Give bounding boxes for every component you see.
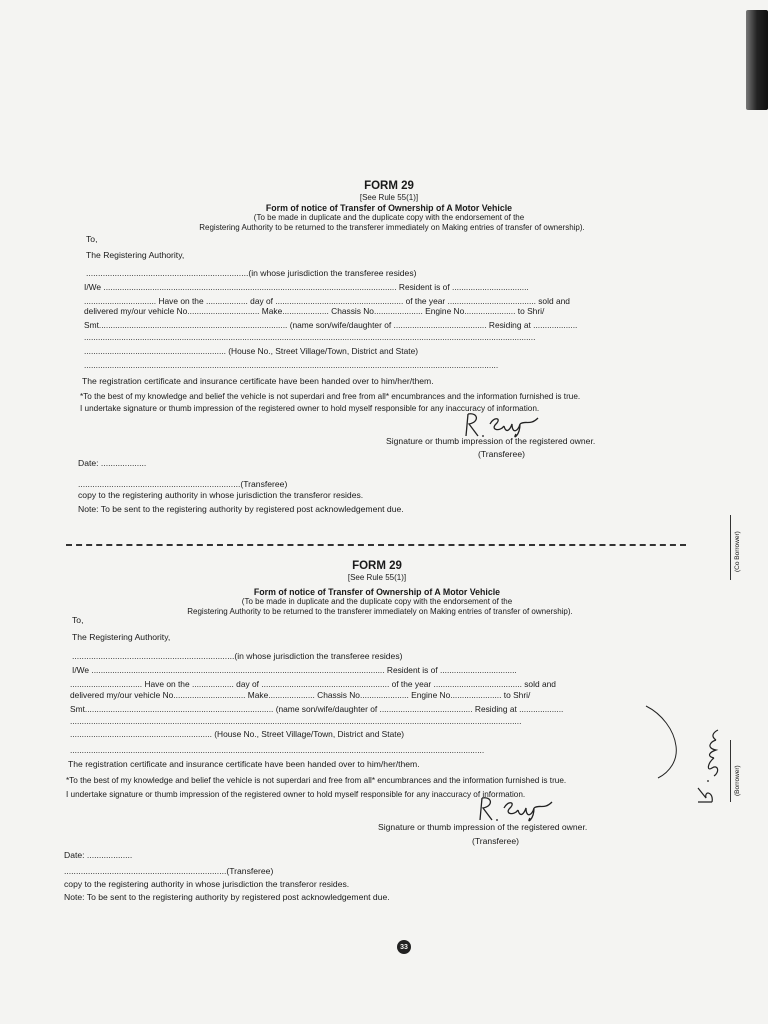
form-rule: [See Rule 55(1)] (347, 573, 407, 582)
authority-label: The Registering Authority, (86, 250, 185, 260)
name-line: Smt................................................................................. (name son/wife/daughter of ........................................ Residing at ................... (70, 704, 564, 714)
blank-line-1: .................................................................................................................................................................................................. (84, 332, 536, 342)
form-subheading-1: (To be made in duplicate and the duplicate copy with the endorsement of the (253, 213, 525, 222)
cut-line (66, 544, 686, 546)
blank-line-2: .................................................................................................................................................................................. (70, 745, 485, 755)
form-subheading-2: Registering Authority to be returned to the transferer immediately on Making entries of transfer of ownership). (187, 607, 573, 616)
copy-statement: copy to the registering authority in whose jurisdiction the transferor resides. (64, 879, 350, 889)
undertaking-statement: I undertake signature or thumb impression of the registered owner to hold myself responsible for any inaccuracy of information. (80, 404, 540, 413)
form-title: FORM 29 (364, 180, 414, 192)
form-heading: Form of notice of Transfer of Ownership of A Motor Vehicle (253, 587, 501, 597)
address-line: ............................................................. (House No., Street Village/Town, District and State) (84, 346, 419, 356)
knowledge-statement: *To the best of my knowledge and belief the vehicle is not superdari and free from all* encumbrances and the information furnished is true. (66, 776, 567, 785)
jurisdiction-line: ....................................................................(in whose jurisdiction the transferee resides) (72, 651, 403, 661)
page-edge-shadow (746, 10, 768, 110)
transferee-line: ....................................................................(Transferee) (78, 479, 288, 489)
note-statement: Note: To be sent to the registering authority by registered post acknowledgement due. (78, 504, 404, 514)
date-of-sale-line: ............................... Have on the .................. day of ....................................................... of the year ...................................... sold and (84, 296, 570, 306)
borrower-margin-signature (694, 728, 720, 808)
copy-statement: copy to the registering authority in whose jurisdiction the transferor resides. (78, 490, 364, 500)
transferee-label: (Transferee) (472, 836, 519, 846)
jurisdiction-line: ....................................................................(in whose jurisdiction the transferee resides) (86, 268, 417, 278)
address-line: ............................................................. (House No., Street Village/Town, District and State) (70, 729, 405, 739)
transferee-line: ....................................................................(Transferee) (64, 866, 274, 876)
certificate-statement: The registration certificate and insurance certificate have been handed over to him/her/them. (68, 759, 420, 769)
form-subheading-1: (To be made in duplicate and the duplicate copy with the endorsement of the (241, 597, 513, 606)
name-line: Smt................................................................................. (name son/wife/daughter of ........................................ Residing at ................... (84, 320, 578, 330)
date-field: Date: ................... (64, 850, 133, 860)
signature-label: Signature or thumb impression of the registered owner. (378, 822, 588, 832)
form-subheading-2: Registering Authority to be returned to the transferer immediately on Making entries of transfer of ownership). (199, 223, 585, 232)
vehicle-line: delivered my/our vehicle No............................... Make.................... Chassis No..................... Engine No...................... to Shri/ (84, 306, 545, 316)
form-margin-stroke (644, 700, 684, 780)
signature-label: Signature or thumb impression of the registered owner. (386, 436, 596, 446)
blank-line-2: .................................................................................................................................................................................. (84, 360, 499, 370)
note-statement: Note: To be sent to the registering authority by registered post acknowledgement due. (64, 892, 390, 902)
date-field: Date: ................... (78, 458, 147, 468)
undertaking-statement: I undertake signature or thumb impression of the registered owner to hold myself responsible for any inaccuracy of information. (66, 790, 526, 799)
date-of-sale-line: ............................... Have on the .................. day of ....................................................... of the year ...................................... sold and (70, 679, 556, 689)
borrower-sign-line (730, 740, 731, 802)
authority-label: The Registering Authority, (72, 632, 171, 642)
certificate-statement: The registration certificate and insurance certificate have been handed over to him/her/them. (82, 376, 434, 386)
page-number: 33 (397, 940, 411, 954)
borrower-label: (Borrower) (734, 765, 741, 796)
form-heading: Form of notice of Transfer of Ownership of A Motor Vehicle (265, 203, 513, 213)
knowledge-statement: *To the best of my knowledge and belief the vehicle is not superdari and free from all* encumbrances and the information furnished is true. (80, 392, 581, 401)
co-borrower-label: (Co Borrower) (734, 531, 741, 572)
blank-line-1: .................................................................................................................................................................................................. (70, 716, 522, 726)
form-title: FORM 29 (352, 560, 402, 572)
iwe-line: I/We .............................................................................................................................. Resident is of ................................. (84, 282, 529, 292)
iwe-line: I/We .............................................................................................................................. Resident is of ................................. (72, 665, 517, 675)
transferee-label: (Transferee) (478, 449, 525, 459)
vehicle-line: delivered my/our vehicle No............................... Make.................... Chassis No..................... Engine No...................... to Shri/ (70, 690, 531, 700)
form-rule: [See Rule 55(1)] (359, 193, 419, 202)
co-borrower-sign-line (730, 515, 731, 580)
to-label: To, (72, 615, 84, 625)
to-label: To, (86, 234, 98, 244)
